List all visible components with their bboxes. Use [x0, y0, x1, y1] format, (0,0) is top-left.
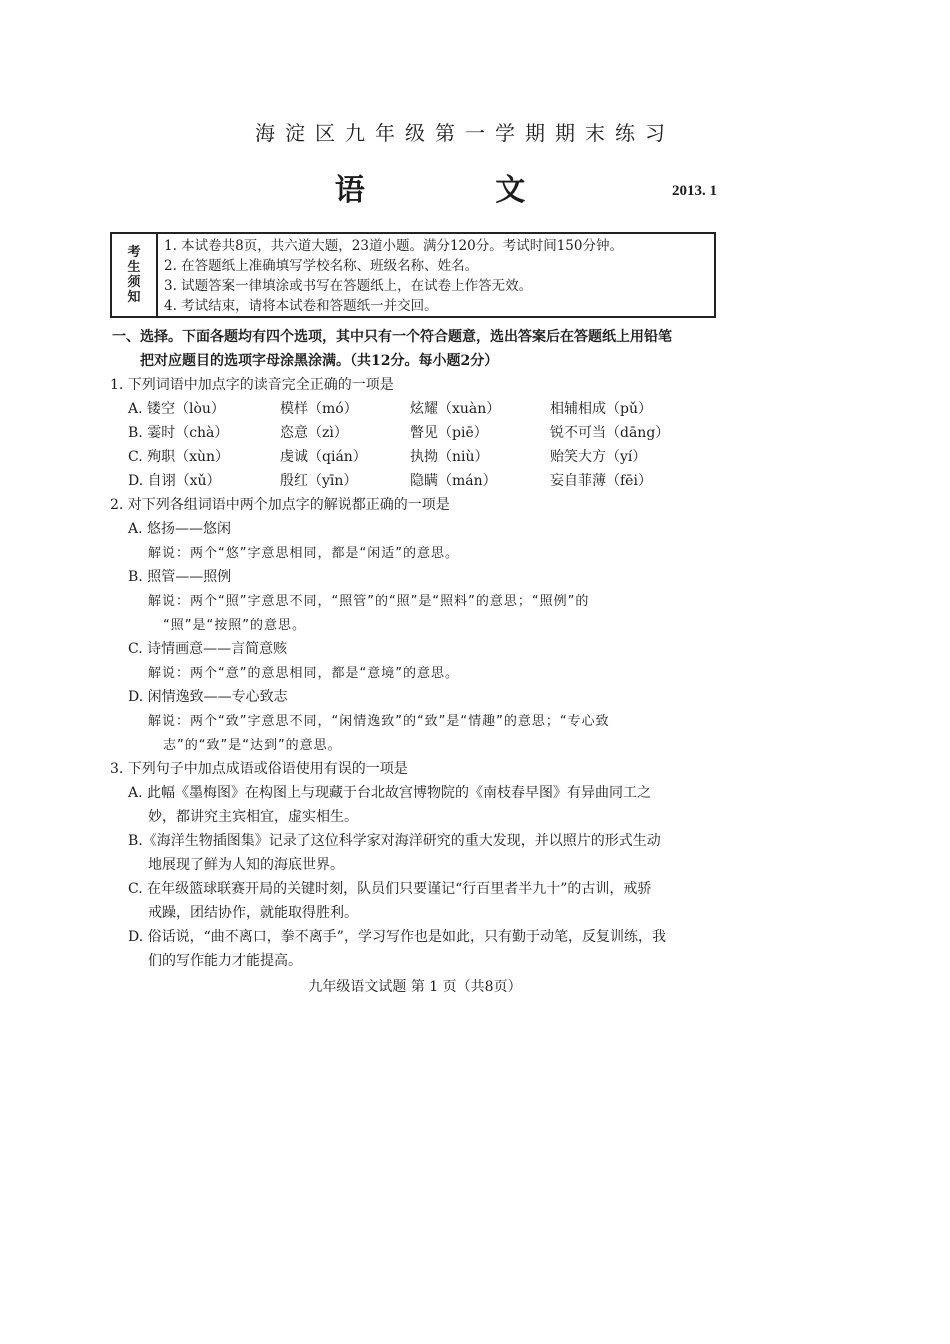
q2-option-c-explanation: 解说：两个“意”的意思相同，都是“意境”的意思。 [148, 666, 459, 681]
notice-item: 3. 试题答案一律填涂或书写在答题纸上，在试卷上作答无效。 [164, 278, 533, 294]
q2-option-a-explanation: 解说：两个“悠”字意思相同，都是“闲适”的意思。 [148, 546, 459, 561]
q2-option-d-explanation: 解说：两个“致”字意思不同，“闲情逸致”的“致”是“情趣”的意思；“专心致 [148, 714, 610, 729]
q1-option-a-2: 模样（mó） [280, 401, 358, 417]
q1-option-d-1: D. 自诩（xǔ） [128, 473, 221, 489]
subject-title: 语 文 [334, 173, 586, 208]
q3-option-a: A. 此幅《墨梅图》在构图上与现藏于台北故宫博物院的《南枝春早图》有异曲同工之 [128, 785, 652, 801]
notice-label-char: 考 [127, 245, 141, 260]
q2-option-c: C. 诗情画意——言简意赅 [128, 641, 288, 657]
q2-option-b-explanation: 解说：两个“照”字意思不同，“照管”的“照”是“照料”的意思；“照例”的 [148, 594, 590, 609]
q3-option-c: C. 在年级篮球联赛开局的关键时刻，队员们只要谨记“行百里者半九十”的古训，戒骄 [128, 881, 652, 897]
notice-item: 1. 本试卷共8页，共六道大题，23道小题。满分120分。考试时间150分钟。 [164, 238, 623, 254]
notice-item: 4. 考试结束，请将本试卷和答题纸一并交回。 [164, 298, 438, 314]
notice-label [112, 234, 158, 316]
q3-option-c-cont: 戒躁，团结协作，就能取得胜利。 [148, 905, 358, 921]
q1-option-d-3: 隐瞒（mán） [410, 473, 497, 489]
notice-label-char: 知 [127, 290, 141, 305]
q3-option-d: D. 俗话说，“曲不离口，拳不离手”，学习写作也是如此，只有勤于动笔，反复训练，我 [128, 929, 666, 945]
q1-option-c-2: 虔诚（qián） [280, 449, 367, 465]
q3-option-b-cont: 地展现了鲜为人知的海底世界。 [148, 857, 344, 873]
page-footer: 九年级语文试题 第 1 页（共8页） [308, 979, 522, 995]
question-1-stem: 1. 下列词语中加点字的读音完全正确的一项是 [110, 377, 394, 393]
q1-option-b-3: 瞥见（piē） [410, 425, 488, 441]
q2-option-b-explanation-cont: “照”是“按照”的意思。 [163, 618, 306, 633]
q3-option-b: B.《海洋生物插图集》记录了这位科学家对海洋研究的重大发现，并以照片的形式生动 [128, 833, 661, 849]
candidate-notice-box [110, 232, 716, 318]
q1-option-a-1: A. 镂空（lòu） [128, 401, 225, 417]
q1-option-a-3: 炫耀（xuàn） [410, 401, 501, 417]
q1-option-b-1: B. 霎时（chà） [128, 425, 229, 441]
q2-option-d: D. 闲情逸致——专心致志 [128, 689, 288, 705]
q1-option-c-1: C. 殉职（xùn） [128, 449, 230, 465]
exam-date: 2013. 1 [672, 183, 717, 199]
q1-option-c-3: 执拗（niù） [410, 449, 489, 465]
q1-option-b-4: 锐不可当（dāng） [550, 425, 670, 441]
q1-option-c-4: 贻笑大方（yí） [550, 449, 647, 465]
q1-option-b-2: 恣意（zì） [280, 425, 348, 441]
notice-items [164, 236, 623, 316]
q2-option-b: B. 照管——照例 [128, 569, 232, 585]
notice-item: 2. 在答题纸上准确填写学校名称、班级名称、姓名。 [164, 258, 479, 274]
q1-option-d-2: 殷红（yīn） [280, 473, 358, 489]
notice-label-char: 须 [127, 275, 141, 290]
exam-title: 海淀区九年级第一学期期末练习 [255, 121, 675, 145]
question-2-stem: 2. 对下列各组词语中两个加点字的解说都正确的一项是 [110, 497, 450, 513]
section-heading: 一、选择。下面各题均有四个选项，其中只有一个符合题意，选出答案后在答题纸上用铅笔 [112, 329, 672, 345]
q1-option-d-4: 妄自菲薄（fēi） [550, 473, 652, 489]
q1-option-a-4: 相辅相成（pǔ） [550, 401, 652, 417]
section-heading-cont: 把对应题目的选项字母涂黑涂满。（共12分。每小题2分） [140, 353, 499, 369]
question-3-stem: 3. 下列句子中加点成语或俗语使用有误的一项是 [110, 761, 408, 777]
q2-option-a: A. 悠扬——悠闲 [128, 521, 232, 537]
q2-option-d-explanation-cont: 志”的“致”是“达到”的意思。 [163, 738, 342, 753]
q3-option-a-cont: 妙，都讲究主宾相宜，虚实相生。 [148, 809, 358, 825]
q3-option-d-cont: 们的写作能力才能提高。 [148, 953, 302, 969]
notice-label-char: 生 [127, 260, 141, 275]
